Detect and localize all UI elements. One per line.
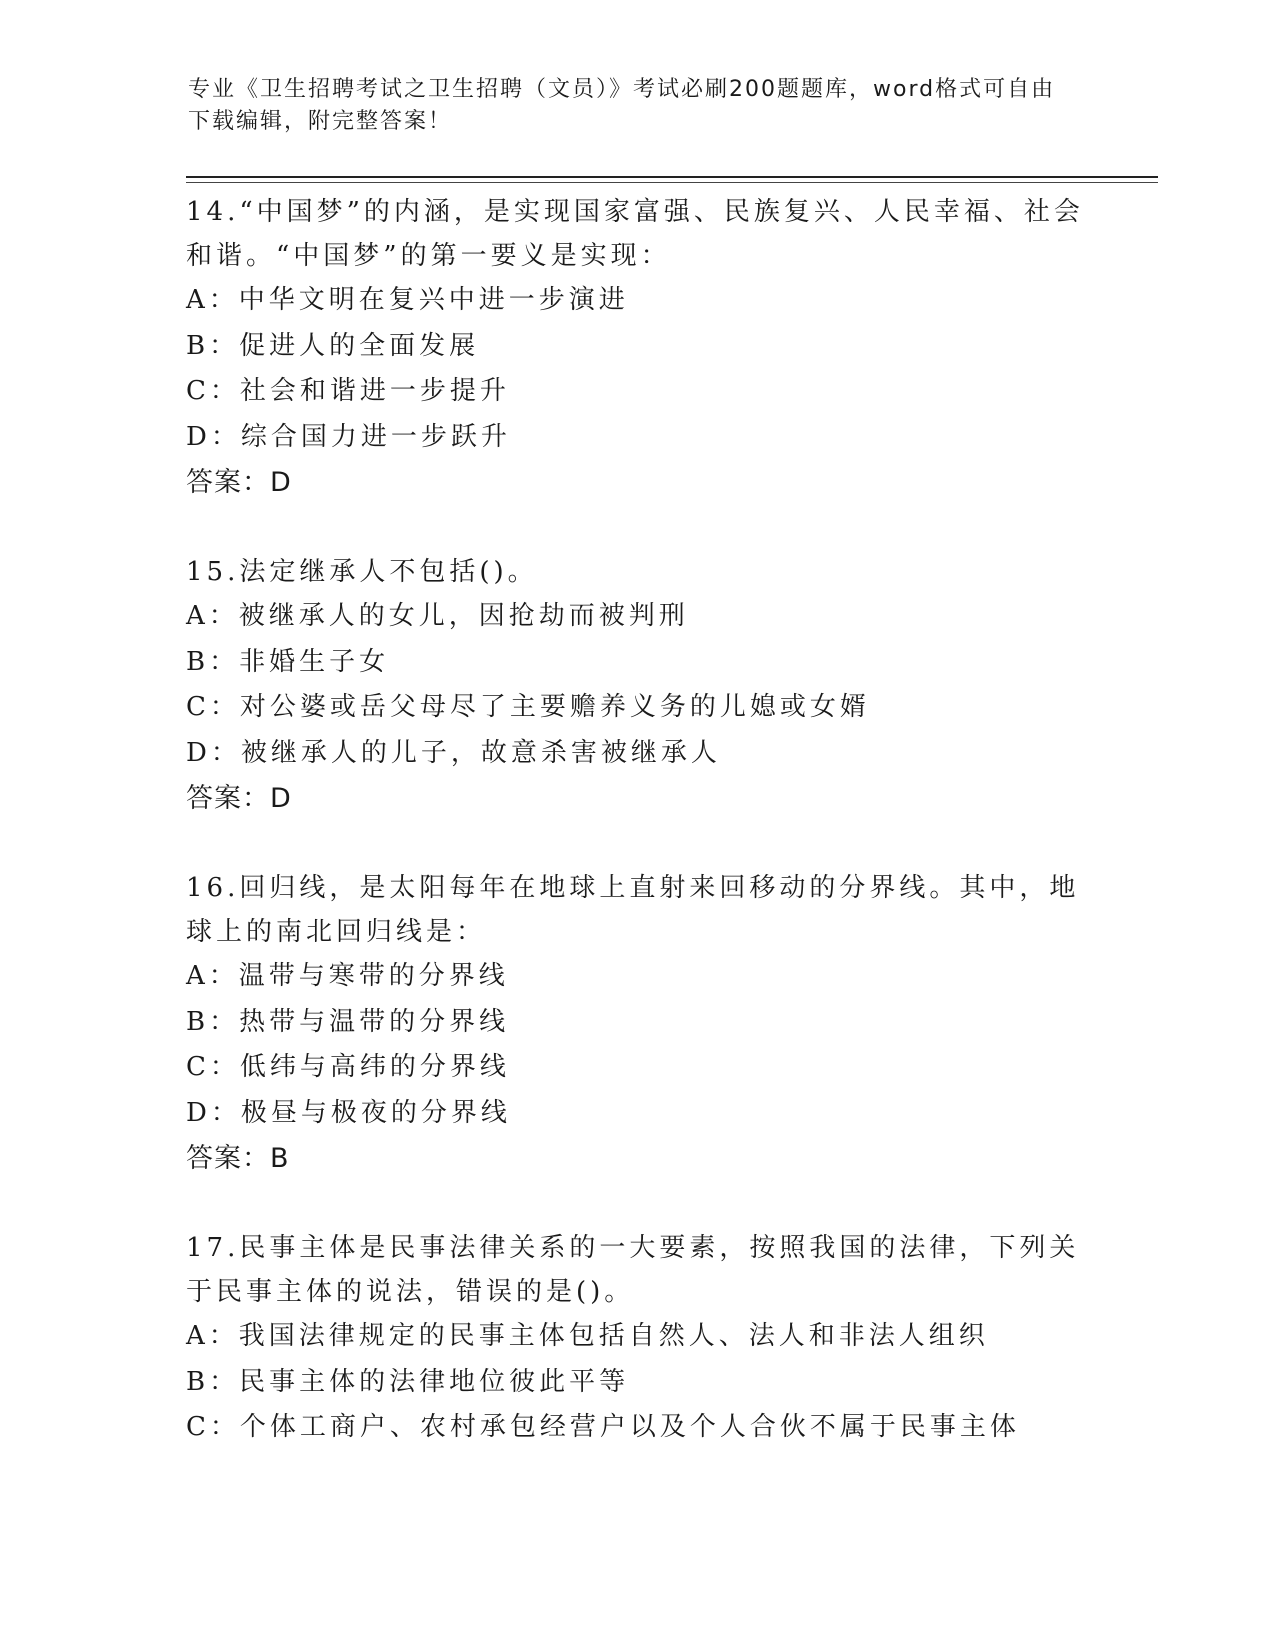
question-stem: 16.回归线，是太阳每年在地球上直射来回移动的分界线。其中，地球上的南北回归线是： (186, 873, 1080, 947)
answer: 答案：B (186, 1143, 290, 1174)
question-stem: 15.法定继承人不包括()。 (186, 557, 538, 587)
option-c: C：社会和谐进一步提升 (186, 376, 510, 406)
question-list (186, 190, 1086, 1495)
question-15 (186, 550, 1086, 822)
header-divider-thin (186, 182, 1158, 183)
option-a: A：被继承人的女儿，因抢劫而被判刑 (186, 601, 689, 631)
question-14 (186, 190, 1086, 506)
option-d: D：极昼与极夜的分界线 (186, 1097, 511, 1128)
option-b: B：民事主体的法律地位彼此平等 (186, 1366, 630, 1397)
option-d: D：被继承人的儿子，故意杀害被继承人 (186, 737, 721, 768)
option-d: D：综合国力进一步跃升 (186, 421, 511, 452)
answer: 答案：D (186, 467, 292, 498)
option-c: C：个体工商户、农村承包经营户以及个人合伙不属于民事主体 (186, 1412, 1020, 1442)
answer: 答案：D (186, 783, 292, 814)
option-c: C：低纬与高纬的分界线 (186, 1052, 510, 1082)
option-b: B：非婚生子女 (186, 646, 390, 677)
option-b: B：促进人的全面发展 (186, 330, 480, 361)
option-c: C：对公婆或岳父母尽了主要赡养义务的儿媳或女婿 (186, 692, 870, 722)
question-stem: 17.民事主体是民事法律关系的一大要素，按照我国的法律，下列关于民事主体的说法，错误的是()。 (186, 1233, 1080, 1307)
option-a: A：我国法律规定的民事主体包括自然人、法人和非法人组织 (186, 1321, 989, 1351)
option-a: A：温带与寒带的分界线 (186, 961, 509, 991)
option-a: A：中华文明在复兴中进一步演进 (186, 285, 629, 315)
question-stem: 14.“中国梦”的内涵，是实现国家富强、民族复兴、人民幸福、社会和谐。“中国梦”的第一要义是实现： (186, 197, 1084, 271)
option-b: B：热带与温带的分界线 (186, 1006, 510, 1037)
document-header: 专业《卫生招聘考试之卫生招聘（文员）》考试必刷200题题库，word格式可自由下载编辑，附完整答案！ (188, 77, 1056, 134)
question-16 (186, 866, 1086, 1182)
question-17 (186, 1226, 1086, 1451)
header-divider (186, 176, 1158, 178)
